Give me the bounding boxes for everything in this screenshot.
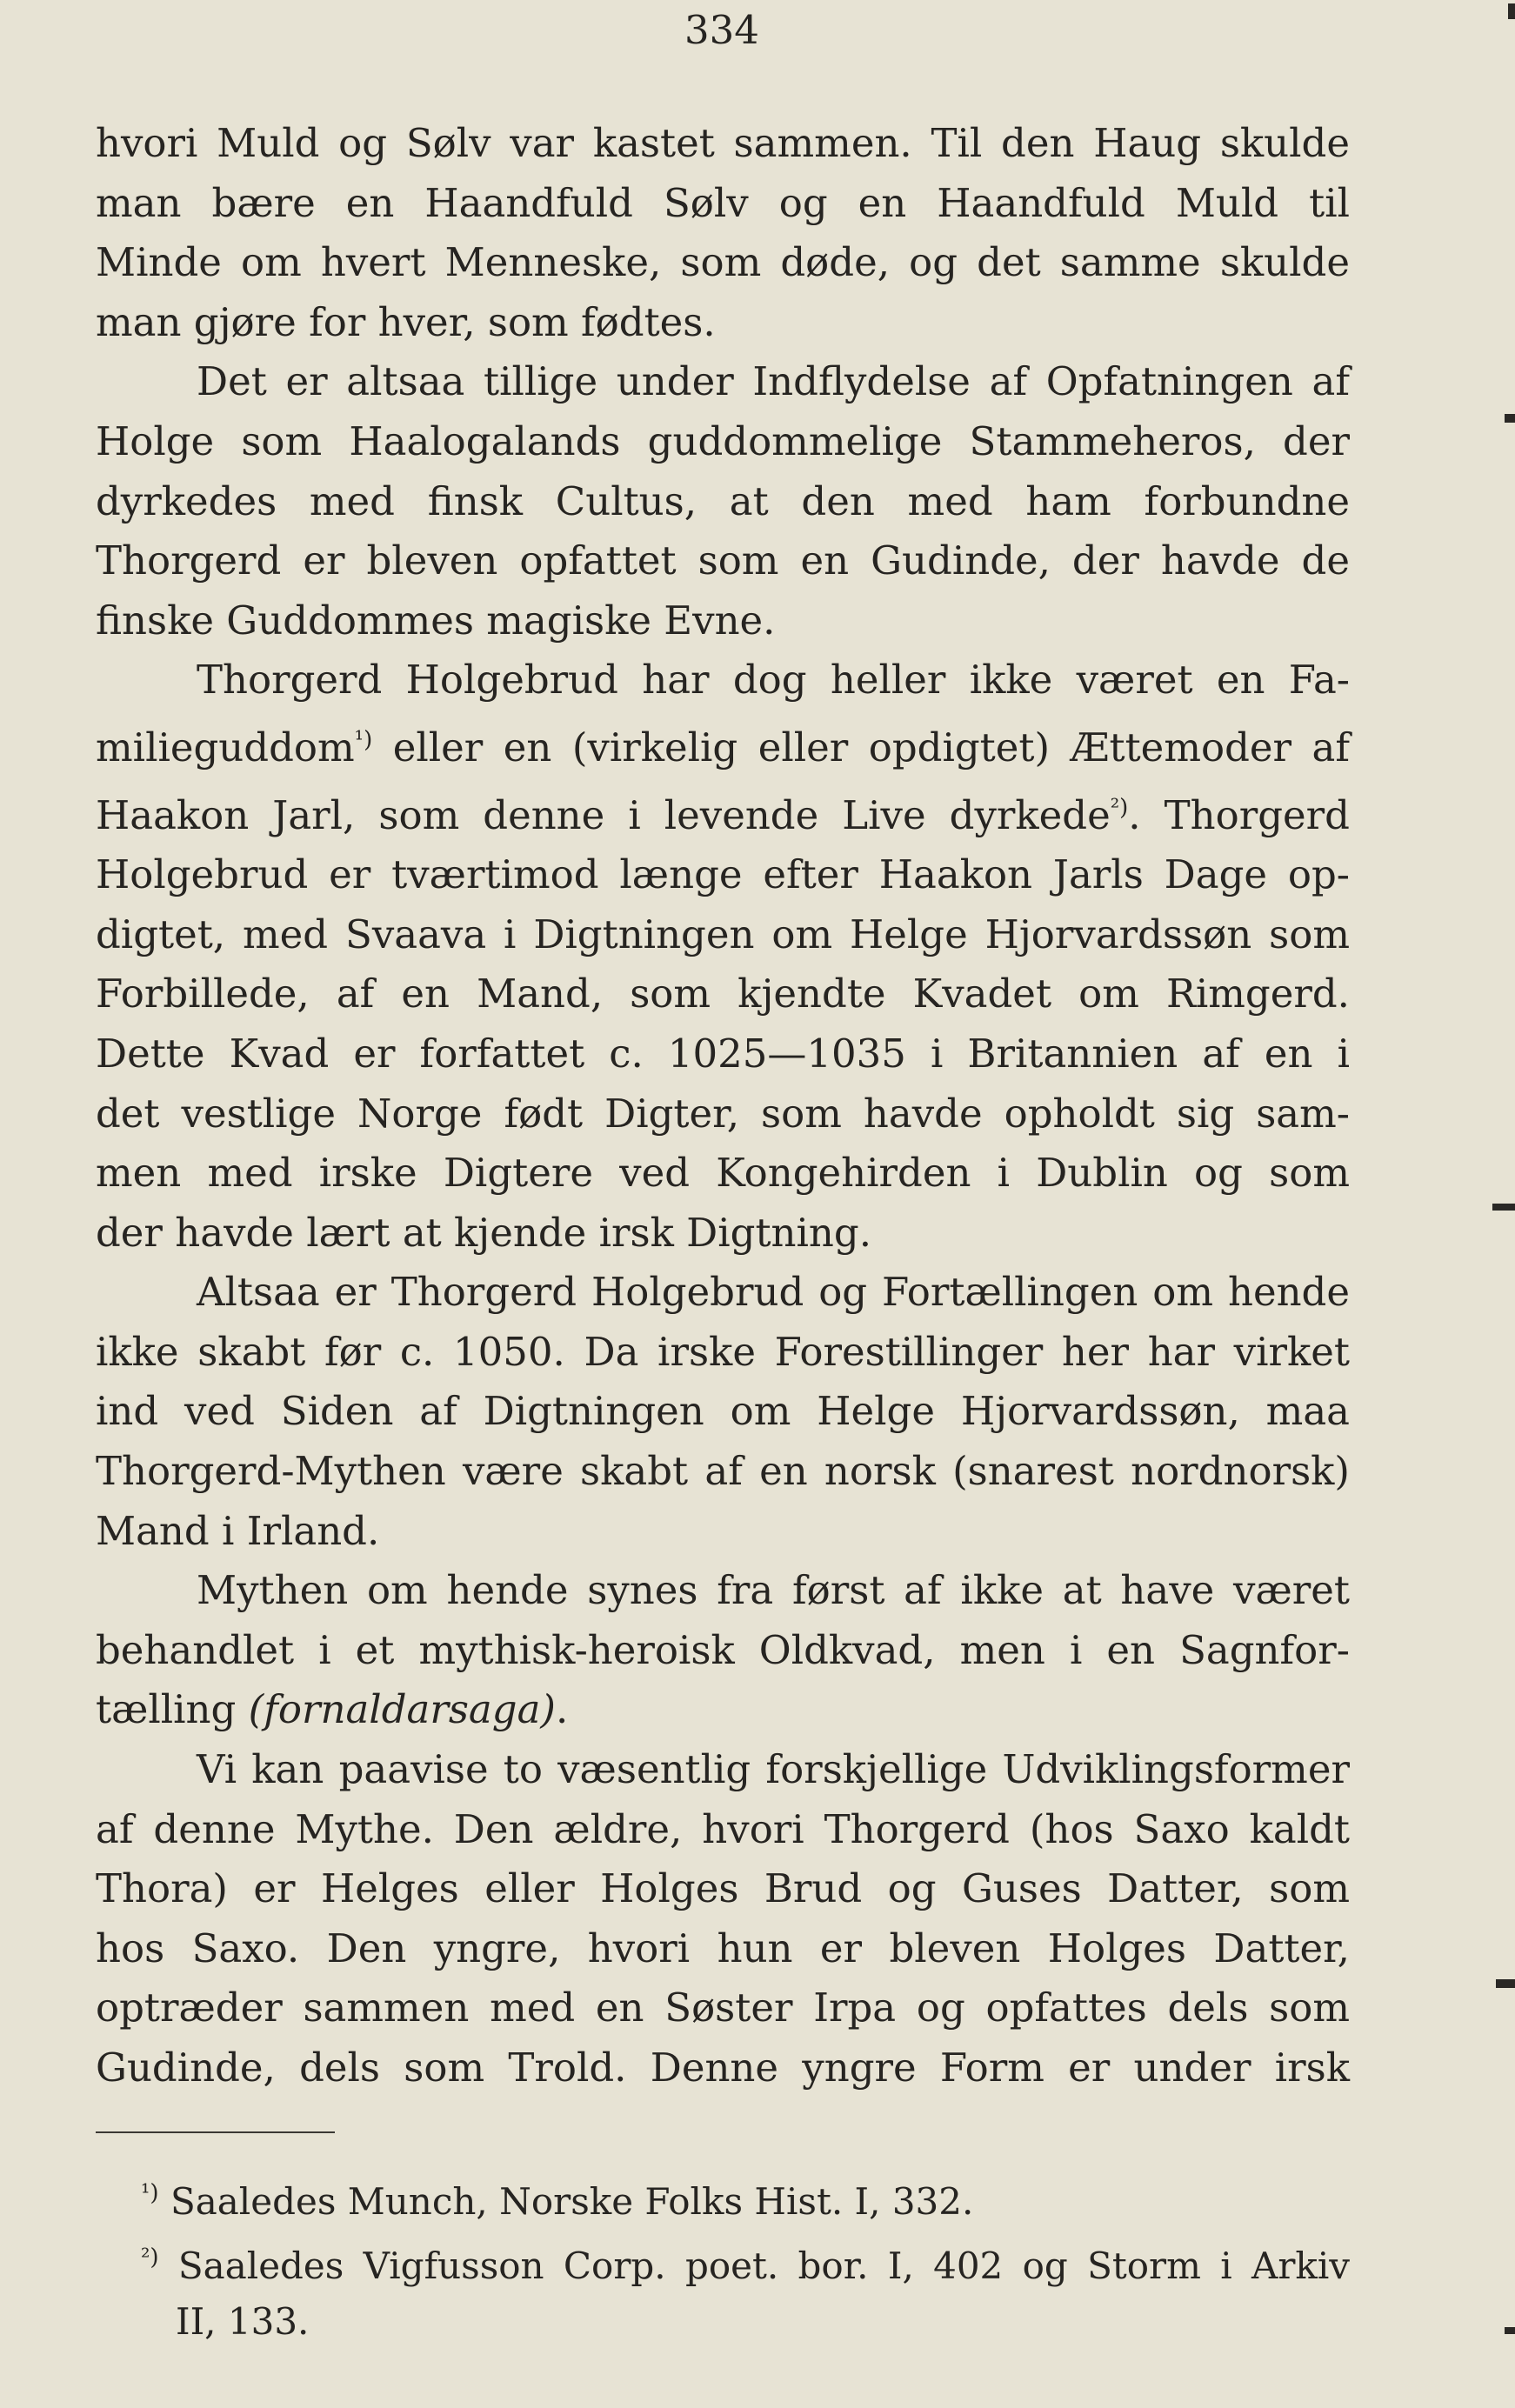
text-line: Dette Kvad er forfattet c. 1025—1035 i Britannien af en i [96,1030,1350,1077]
page-number: 334 [684,7,759,53]
text-fragment: eller en (virkelig eller opdigtet) Ættemoder af [392,724,1350,770]
text-line: Holge som Haalogalands guddommelige Stammeheros, der [96,417,1350,464]
text-line: Thorgerd-Mythen være skabt af en norsk (snarest nordnorsk) [96,1448,1350,1495]
text-line [96,778,1350,846]
text-fragment: tælling [96,1686,237,1733]
text-line: ind ved Siden af Digtningen om Helge Hjorvardssøn, maa [96,1388,1350,1435]
scan-edge-mark [1492,1204,1515,1211]
text-line: man bære en Haandfuld Sølv og en Haandfuld Muld til [96,179,1350,226]
footnote-divider [96,2131,335,2133]
text-line: Minde om hvert Menneske, som døde, og det samme skulde [96,239,1350,286]
text-line: hos Saxo. Den yngre, hvori hun er bleven Holges Datter, [96,1924,1350,1971]
footnote-marker-2: ²) [1110,794,1129,821]
footnote-1-marker: ¹) [141,2180,159,2206]
text-line: man gjøre for hver, som fødtes. [96,298,716,345]
footnote-1 [130,2165,1350,2230]
text-fragment: . Thorgerd [1128,791,1350,838]
text-line: digtet, med Svaava i Digtningen om Helge Hjorvardssøn som [96,911,1350,957]
footnote-2 [130,2230,1350,2294]
text-line: Thorgerd er bleven opfattet som en Gudinde, der havde de [96,537,1350,584]
footnote-1-text: Saaledes Munch, Norske Folks Hist. I, 332. [170,2180,974,2223]
text-line: finske Guddommes magiske Evne. [96,597,776,644]
text-line: ikke skabt før c. 1050. Da irske Forestillinger her har virket [96,1328,1350,1375]
text-line: der havde lært at kjende irsk Digtning. [96,1209,872,1256]
scan-edge-mark [1508,3,1515,19]
text-line: Mand i Irland. [96,1507,380,1554]
text-line: Thora) er Helges eller Holges Brud og Guses Datter, som [96,1865,1350,1912]
italic-term: (fornaldarsaga) [248,1686,556,1733]
text-line: Holgebrud er tværtimod længe efter Haakon Jarls Dage op- [96,851,1350,898]
text-line: behandlet i et mythisk-heroisk Oldkvad, men i en Sagnfor- [96,1626,1350,1673]
text-line: af denne Mythe. Den ældre, hvori Thorgerd (hos Saxo kaldt [96,1805,1350,1852]
text-line [96,710,1350,778]
scan-edge-mark [1505,2327,1515,2334]
text-fragment: Haakon Jarl, som denne i levende Live dyrkede [96,791,1111,838]
text-line: Mythen om hende synes fra først af ikke at have været [197,1567,1350,1614]
text-line: men med irske Digtere ved Kongehirden i Dublin og som [96,1150,1350,1197]
text-line: Thorgerd Holgebrud har dog heller ikke været en Fa- [197,657,1350,704]
text-line: optræder sammen med en Søster Irpa og opfattes dels som [96,1984,1350,2031]
footnote-2-text: Saaledes Vigfusson Corp. poet. bor. I, 402 og Storm i Arkiv [177,2245,1351,2287]
text-line [96,1680,1350,1740]
body-text [96,114,1350,2098]
scan-edge-mark [1496,1979,1515,1988]
text-line: Altsaa er Thorgerd Holgebrud og Fortællingen om hende [197,1269,1350,1316]
text-line: dyrkedes med finsk Cultus, at den med ham forbundne [96,477,1350,524]
footnote-marker-1: ¹) [354,726,373,753]
text-fragment: . [555,1686,569,1733]
footnote-2-continuation: II, 133. [176,2300,310,2343]
scan-edge-mark [1505,414,1515,423]
footnotes [130,2165,1350,2350]
text-line: hvori Muld og Sølv var kastet sammen. Til den Haug skulde [96,120,1350,166]
text-line: Det er altsaa tillige under Indflydelse af Opfatningen af [197,358,1350,405]
footnote-2-marker: ²) [141,2245,159,2271]
text-line: Forbillede, af en Mand, som kjendte Kvadet om Rimgerd. [96,971,1350,1017]
text-fragment: milieguddom [96,724,355,770]
text-line: Gudinde, dels som Trold. Denne yngre Form er under irsk [96,2044,1350,2091]
text-line: det vestlige Norge født Digter, som havde opholdt sig sam- [96,1090,1350,1137]
text-line: Vi kan paavise to væsentlig forskjellige Udviklingsformer [197,1746,1350,1793]
